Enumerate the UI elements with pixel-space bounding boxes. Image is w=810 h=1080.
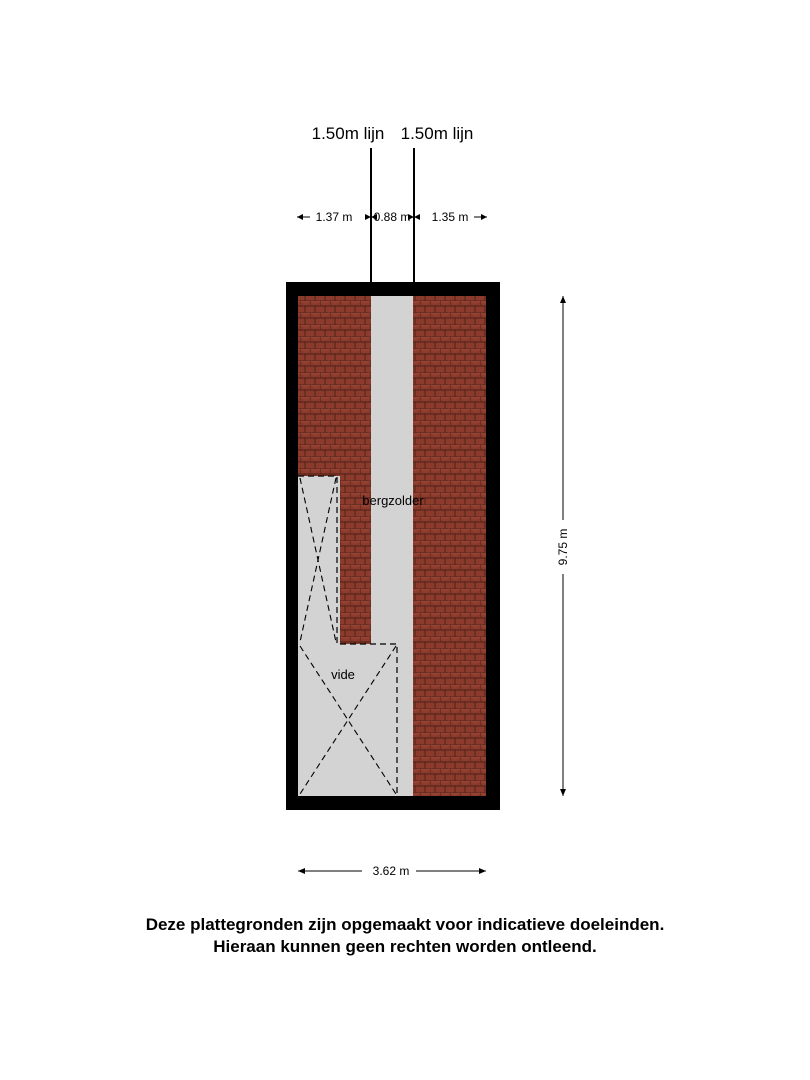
line-label-right: 1.50m lijn bbox=[400, 124, 474, 143]
line-label-left: 1.50m lijn bbox=[311, 124, 385, 143]
arrow-icon bbox=[298, 868, 305, 874]
arrow-icon bbox=[297, 214, 303, 220]
arrow-icon bbox=[479, 868, 486, 874]
dimension-label: 1.35 m bbox=[431, 210, 469, 224]
arrow-icon bbox=[481, 214, 487, 220]
disclaimer-line-1: Deze plattegronden zijn opgemaakt voor indicatieve doeleinden. bbox=[145, 915, 665, 934]
height-dimension-label: 9.75 m bbox=[556, 528, 570, 566]
disclaimer-line-2: Hieraan kunnen geen rechten worden ontleend. bbox=[213, 937, 597, 956]
dimension-label: 1.37 m bbox=[315, 210, 353, 224]
width-dimension-label: 3.62 m bbox=[372, 864, 410, 878]
room-label-attic: bergzolder bbox=[362, 493, 424, 508]
arrow-icon bbox=[560, 296, 566, 303]
arrow-icon bbox=[560, 789, 566, 796]
roof-tiles-right bbox=[413, 296, 486, 796]
room-label-void: vide bbox=[331, 667, 355, 682]
dimension-label: 0.88 m bbox=[373, 210, 411, 224]
